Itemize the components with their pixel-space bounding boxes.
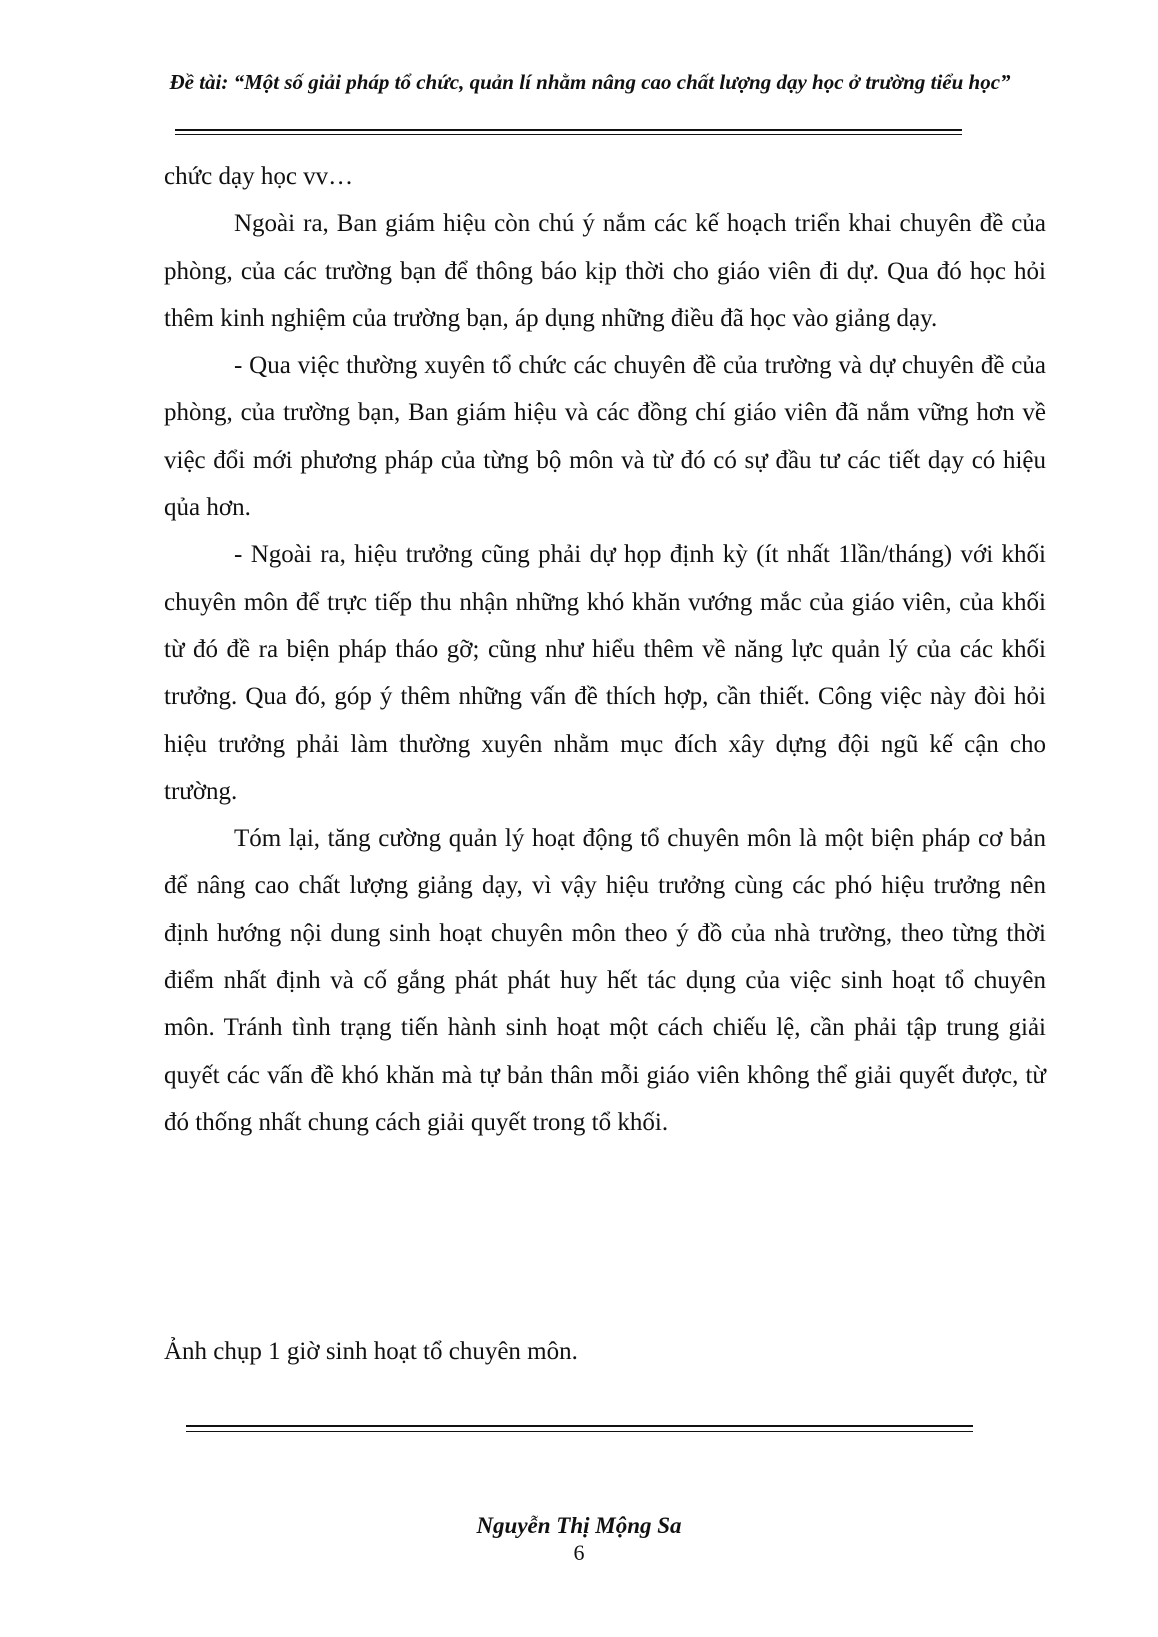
header-rule-bottom xyxy=(175,134,962,135)
author-name: Nguyễn Thị Mộng Sa xyxy=(476,1513,682,1538)
header-rule-top xyxy=(175,129,962,131)
footer-rule-top xyxy=(186,1425,973,1427)
photo-caption: Ảnh chụp 1 giờ sinh hoạt tổ chuyên môn. xyxy=(164,1338,578,1365)
paragraph: - Qua việc thường xuyên tổ chức các chuyên đề của trường và dự chuyên đề của phòng, của trường bạn, Ban giám hiệu và các đồng chí giáo viên đã nắm vững hơn về việc đổi mới phương pháp của từng bộ môn và từ đó có sự đầu tư các tiết dạy có hiệu qủa hơn. xyxy=(164,352,1046,522)
document-body xyxy=(164,153,1046,1146)
paragraph: - Ngoài ra, hiệu trưởng cũng phải dự họp định kỳ (ít nhất 1lần/tháng) với khối chuyên môn để trực tiếp thu nhận những khó khăn vướng mắc của giáo viên, của khối từ đó đề ra biện pháp tháo gỡ; cũng như hiểu thêm về năng lực quản lý của các khối trưởng. Qua đó, góp ý thêm những vấn đề thích hợp, cần thiết. Công việc này đòi hỏi hiệu trưởng phải làm thường xuyên nhằm mục đích xây dựng đội ngũ kế cận cho trường. xyxy=(164,541,1046,805)
page-number: 6 xyxy=(573,1540,585,1565)
paragraph-continuation: chức dạy học vv… xyxy=(164,163,354,190)
paragraph: Ngoài ra, Ban giám hiệu còn chú ý nắm các kế hoạch triển khai chuyên đề của phòng, của các trường bạn để thông báo kịp thời cho giáo viên đi dự. Qua đó học hỏi thêm kinh nghiệm của trường bạn, áp dụng những điều đã học vào giảng dạy. xyxy=(164,210,1046,332)
footer-rule-bottom xyxy=(186,1431,973,1432)
paragraph: Tóm lại, tăng cường quản lý hoạt động tổ chuyên môn là một biện pháp cơ bản để nâng cao chất lượng giảng dạy, vì vậy hiệu trưởng cùng các phó hiệu trưởng nên định hướng nội dung sinh hoạt chuyên môn theo ý đồ của nhà trường, theo từng thời điểm nhất định và cố gắng phát phát huy hết tác dụng của việc sinh hoạt tổ chuyên môn. Tránh tình trạng tiến hành sinh hoạt một cách chiếu lệ, cần phải tập trung giải quyết các vấn đề khó khăn mà tự bản thân mỗi giáo viên không thể giải quyết được, từ đó thống nhất chung cách giải quyết trong tổ khối. xyxy=(164,825,1046,1136)
page-header-title: Đề tài: “Một số giải pháp tổ chức, quản lí nhằm nâng cao chất lượng dạy học ở trường tiểu học” xyxy=(169,70,1011,94)
